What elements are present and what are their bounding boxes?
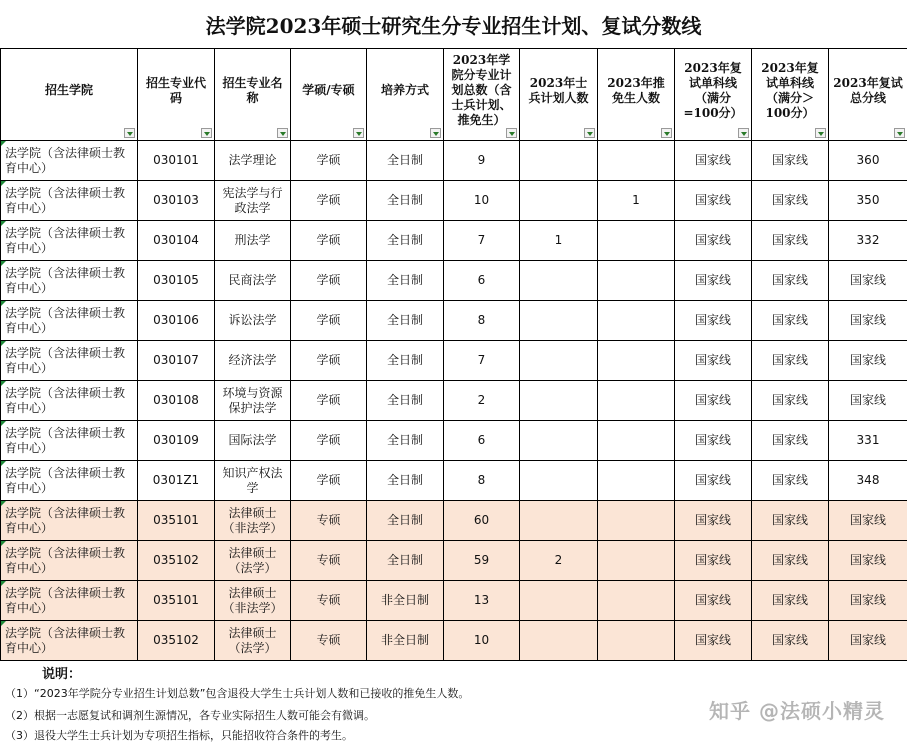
cell-single-over100[interactable]: 国家线 <box>752 581 829 621</box>
cell-type[interactable]: 学硕 <box>291 421 367 461</box>
table-row <box>1 341 907 381</box>
cell-type[interactable]: 学硕 <box>291 181 367 221</box>
cell-college[interactable]: 法学院（含法律硕士教育中心） <box>1 301 138 341</box>
cell-type[interactable]: 专硕 <box>291 541 367 581</box>
enrollment-table <box>0 48 907 661</box>
cell-single100[interactable]: 国家线 <box>675 541 752 581</box>
page-title: 法学院2023年硕士研究生分专业招生计划、复试分数线 <box>0 0 907 49</box>
cell-total-line[interactable]: 国家线 <box>829 261 907 301</box>
column-header-2 <box>138 49 215 141</box>
cell-code[interactable]: 030109 <box>138 421 215 461</box>
cell-total-line[interactable]: 360 <box>829 141 907 181</box>
cell-soldier[interactable]: 2 <box>520 541 598 581</box>
cell-total[interactable]: 8 <box>444 301 520 341</box>
cell-mode[interactable]: 全日制 <box>367 261 444 301</box>
cell-single-over100[interactable]: 国家线 <box>752 381 829 421</box>
cell-type[interactable]: 学硕 <box>291 461 367 501</box>
cell-exempt[interactable]: 1 <box>598 181 675 221</box>
cell-single-over100[interactable]: 国家线 <box>752 261 829 301</box>
filter-dropdown-icon[interactable] <box>201 128 212 138</box>
cell-mode[interactable]: 全日制 <box>367 141 444 181</box>
cell-total[interactable]: 10 <box>444 621 520 661</box>
cell-code[interactable]: 030101 <box>138 141 215 181</box>
cell-single100[interactable]: 国家线 <box>675 261 752 301</box>
cell-major[interactable]: 经济法学 <box>215 341 291 381</box>
cell-major[interactable]: 法律硕士（法学） <box>215 621 291 661</box>
cell-total[interactable]: 10 <box>444 181 520 221</box>
cell-mode[interactable]: 全日制 <box>367 221 444 261</box>
column-header-5 <box>367 49 444 141</box>
cell-code[interactable]: 0301Z1 <box>138 461 215 501</box>
cell-college[interactable]: 法学院（含法律硕士教育中心） <box>1 501 138 541</box>
cell-total[interactable]: 8 <box>444 461 520 501</box>
filter-dropdown-icon[interactable] <box>815 128 826 138</box>
cell-single-over100[interactable]: 国家线 <box>752 421 829 461</box>
cell-major[interactable]: 知识产权法学 <box>215 461 291 501</box>
cell-single100[interactable]: 国家线 <box>675 301 752 341</box>
cell-college[interactable]: 法学院（含法律硕士教育中心） <box>1 181 138 221</box>
cell-exempt[interactable] <box>598 301 675 341</box>
cell-code[interactable]: 035101 <box>138 581 215 621</box>
cell-exempt[interactable] <box>598 141 675 181</box>
cell-single100[interactable]: 国家线 <box>675 621 752 661</box>
cell-college[interactable]: 法学院（含法律硕士教育中心） <box>1 421 138 461</box>
cell-soldier[interactable] <box>520 181 598 221</box>
cell-type[interactable]: 学硕 <box>291 141 367 181</box>
column-header-label: 2023年士兵计划人数 <box>522 76 595 106</box>
filter-dropdown-icon[interactable] <box>277 128 288 138</box>
column-header-11 <box>829 49 907 141</box>
cell-mode[interactable]: 全日制 <box>367 301 444 341</box>
cell-college[interactable]: 法学院（含法律硕士教育中心） <box>1 221 138 261</box>
cell-college[interactable]: 法学院（含法律硕士教育中心） <box>1 581 138 621</box>
cell-single100[interactable]: 国家线 <box>675 181 752 221</box>
table-row <box>1 181 907 221</box>
cell-college[interactable]: 法学院（含法律硕士教育中心） <box>1 541 138 581</box>
filter-dropdown-icon[interactable] <box>506 128 517 138</box>
column-header-label: 招生专业代码 <box>140 76 212 106</box>
cell-code[interactable]: 035102 <box>138 541 215 581</box>
cell-total-line[interactable]: 国家线 <box>829 301 907 341</box>
cell-single-over100[interactable]: 国家线 <box>752 141 829 181</box>
cell-single100[interactable]: 国家线 <box>675 461 752 501</box>
cell-mode[interactable]: 全日制 <box>367 461 444 501</box>
column-header-label: 2023年推免生人数 <box>600 76 672 106</box>
column-header-label: 培养方式 <box>369 83 441 98</box>
cell-total[interactable]: 59 <box>444 541 520 581</box>
filter-dropdown-icon[interactable] <box>661 128 672 138</box>
cell-total[interactable]: 13 <box>444 581 520 621</box>
cell-single-over100[interactable]: 国家线 <box>752 461 829 501</box>
cell-total-line[interactable]: 332 <box>829 221 907 261</box>
cell-college[interactable]: 法学院（含法律硕士教育中心） <box>1 461 138 501</box>
table-body <box>1 141 907 661</box>
cell-soldier[interactable] <box>520 341 598 381</box>
column-header-label: 2023年复试总分线 <box>831 76 905 106</box>
cell-single-over100[interactable]: 国家线 <box>752 501 829 541</box>
cell-single100[interactable]: 国家线 <box>675 221 752 261</box>
cell-single100[interactable]: 国家线 <box>675 381 752 421</box>
cell-exempt[interactable] <box>598 501 675 541</box>
cell-type[interactable]: 学硕 <box>291 301 367 341</box>
cell-mode[interactable]: 全日制 <box>367 501 444 541</box>
filter-dropdown-icon[interactable] <box>584 128 595 138</box>
cell-total[interactable]: 6 <box>444 421 520 461</box>
cell-total-line[interactable]: 国家线 <box>829 341 907 381</box>
cell-major[interactable]: 宪法学与行政法学 <box>215 181 291 221</box>
cell-mode[interactable]: 非全日制 <box>367 581 444 621</box>
cell-total-line[interactable]: 国家线 <box>829 581 907 621</box>
cell-total-line[interactable]: 国家线 <box>829 541 907 581</box>
cell-total-line[interactable]: 350 <box>829 181 907 221</box>
column-header-1 <box>1 49 138 141</box>
cell-mode[interactable]: 全日制 <box>367 541 444 581</box>
cell-single-over100[interactable]: 国家线 <box>752 341 829 381</box>
cell-total[interactable]: 6 <box>444 261 520 301</box>
cell-code[interactable]: 030104 <box>138 221 215 261</box>
cell-exempt[interactable] <box>598 621 675 661</box>
cell-type[interactable]: 专硕 <box>291 501 367 541</box>
cell-single-over100[interactable]: 国家线 <box>752 181 829 221</box>
cell-major[interactable]: 法律硕士（非法学） <box>215 581 291 621</box>
cell-total-line[interactable]: 348 <box>829 461 907 501</box>
cell-type[interactable]: 专硕 <box>291 621 367 661</box>
table-row <box>1 261 907 301</box>
cell-college[interactable]: 法学院（含法律硕士教育中心） <box>1 621 138 661</box>
cell-soldier[interactable] <box>520 301 598 341</box>
table-row <box>1 541 907 581</box>
column-header-label: 学硕/专硕 <box>293 83 364 98</box>
column-header-label: 招生学院 <box>3 83 135 98</box>
cell-type[interactable]: 学硕 <box>291 221 367 261</box>
cell-exempt[interactable] <box>598 581 675 621</box>
column-header-9 <box>675 49 752 141</box>
cell-mode[interactable]: 非全日制 <box>367 621 444 661</box>
cell-exempt[interactable] <box>598 541 675 581</box>
cell-code[interactable]: 030105 <box>138 261 215 301</box>
cell-exempt[interactable] <box>598 261 675 301</box>
cell-code[interactable]: 030107 <box>138 341 215 381</box>
table-row <box>1 421 907 461</box>
column-header-10 <box>752 49 829 141</box>
cell-major[interactable]: 诉讼法学 <box>215 301 291 341</box>
cell-soldier[interactable] <box>520 621 598 661</box>
cell-single100[interactable]: 国家线 <box>675 581 752 621</box>
filter-dropdown-icon[interactable] <box>430 128 441 138</box>
column-header-7 <box>520 49 598 141</box>
cell-total[interactable]: 60 <box>444 501 520 541</box>
cell-total[interactable]: 7 <box>444 221 520 261</box>
cell-total[interactable]: 2 <box>444 381 520 421</box>
filter-dropdown-icon[interactable] <box>353 128 364 138</box>
cell-single-over100[interactable]: 国家线 <box>752 221 829 261</box>
cell-type[interactable]: 专硕 <box>291 581 367 621</box>
cell-single-over100[interactable]: 国家线 <box>752 541 829 581</box>
column-header-6 <box>444 49 520 141</box>
cell-code[interactable]: 035101 <box>138 501 215 541</box>
cell-major[interactable]: 环境与资源保护法学 <box>215 381 291 421</box>
cell-mode[interactable]: 全日制 <box>367 181 444 221</box>
table-row <box>1 621 907 661</box>
filter-dropdown-icon[interactable] <box>124 128 135 138</box>
cell-college[interactable]: 法学院（含法律硕士教育中心） <box>1 341 138 381</box>
note-line-1: （1）“2023年学院分专业招生计划总数”包含退役大学生士兵计划人数和已接收的推免生人数。 <box>5 685 469 701</box>
cell-total-line[interactable]: 331 <box>829 421 907 461</box>
cell-major[interactable]: 法律硕士（非法学） <box>215 501 291 541</box>
cell-soldier[interactable] <box>520 461 598 501</box>
table-row <box>1 141 907 181</box>
watermark: 知乎 @法硕小精灵 <box>709 695 885 724</box>
cell-exempt[interactable] <box>598 461 675 501</box>
cell-soldier[interactable] <box>520 381 598 421</box>
cell-total[interactable]: 7 <box>444 341 520 381</box>
cell-code[interactable]: 035102 <box>138 621 215 661</box>
cell-type[interactable]: 学硕 <box>291 381 367 421</box>
cell-major[interactable]: 民商法学 <box>215 261 291 301</box>
cell-type[interactable]: 学硕 <box>291 261 367 301</box>
note-line-2: （2）根据一志愿复试和调剂生源情况，各专业实际招生人数可能会有微调。 <box>5 707 375 723</box>
cell-single-over100[interactable]: 国家线 <box>752 621 829 661</box>
table-header-row <box>1 49 907 141</box>
cell-major[interactable]: 刑法学 <box>215 221 291 261</box>
cell-exempt[interactable] <box>598 221 675 261</box>
table-row <box>1 221 907 261</box>
column-header-label: 2023年复试单科线（满分=100分） <box>677 61 749 121</box>
table-row <box>1 581 907 621</box>
column-header-3 <box>215 49 291 141</box>
cell-soldier[interactable] <box>520 141 598 181</box>
cell-college[interactable]: 法学院（含法律硕士教育中心） <box>1 261 138 301</box>
cell-soldier[interactable] <box>520 421 598 461</box>
column-header-label: 2023年学院分专业计划总数（含士兵计划、推免生） <box>446 53 517 128</box>
cell-code[interactable]: 030103 <box>138 181 215 221</box>
cell-major[interactable]: 国际法学 <box>215 421 291 461</box>
cell-soldier[interactable]: 1 <box>520 221 598 261</box>
cell-code[interactable]: 030106 <box>138 301 215 341</box>
cell-total-line[interactable]: 国家线 <box>829 381 907 421</box>
column-header-label: 招生专业名称 <box>217 76 288 106</box>
cell-single100[interactable]: 国家线 <box>675 141 752 181</box>
table-row <box>1 501 907 541</box>
note-line-3: （3）退役大学生士兵计划为专项招生指标，只能招收符合条件的考生。 <box>5 727 353 743</box>
cell-mode[interactable]: 全日制 <box>367 341 444 381</box>
table-row <box>1 461 907 501</box>
cell-college[interactable]: 法学院（含法律硕士教育中心） <box>1 381 138 421</box>
filter-dropdown-icon[interactable] <box>894 128 905 138</box>
cell-soldier[interactable] <box>520 501 598 541</box>
cell-total[interactable]: 9 <box>444 141 520 181</box>
notes-heading: 说明： <box>42 663 81 682</box>
notes-section <box>0 661 907 742</box>
column-header-4 <box>291 49 367 141</box>
cell-soldier[interactable] <box>520 261 598 301</box>
cell-total-line[interactable]: 国家线 <box>829 621 907 661</box>
column-header-8 <box>598 49 675 141</box>
cell-single100[interactable]: 国家线 <box>675 341 752 381</box>
cell-total-line[interactable]: 国家线 <box>829 501 907 541</box>
cell-college[interactable]: 法学院（含法律硕士教育中心） <box>1 141 138 181</box>
cell-type[interactable]: 学硕 <box>291 341 367 381</box>
column-header-label: 2023年复试单科线（满分＞100分） <box>754 61 826 121</box>
cell-mode[interactable]: 全日制 <box>367 421 444 461</box>
cell-mode[interactable]: 全日制 <box>367 381 444 421</box>
table-row <box>1 301 907 341</box>
cell-exempt[interactable] <box>598 421 675 461</box>
cell-exempt[interactable] <box>598 341 675 381</box>
cell-exempt[interactable] <box>598 381 675 421</box>
cell-major[interactable]: 法学理论 <box>215 141 291 181</box>
cell-single100[interactable]: 国家线 <box>675 421 752 461</box>
cell-code[interactable]: 030108 <box>138 381 215 421</box>
table-row <box>1 381 907 421</box>
cell-major[interactable]: 法律硕士（法学） <box>215 541 291 581</box>
cell-single100[interactable]: 国家线 <box>675 501 752 541</box>
cell-soldier[interactable] <box>520 581 598 621</box>
filter-dropdown-icon[interactable] <box>738 128 749 138</box>
cell-single-over100[interactable]: 国家线 <box>752 301 829 341</box>
